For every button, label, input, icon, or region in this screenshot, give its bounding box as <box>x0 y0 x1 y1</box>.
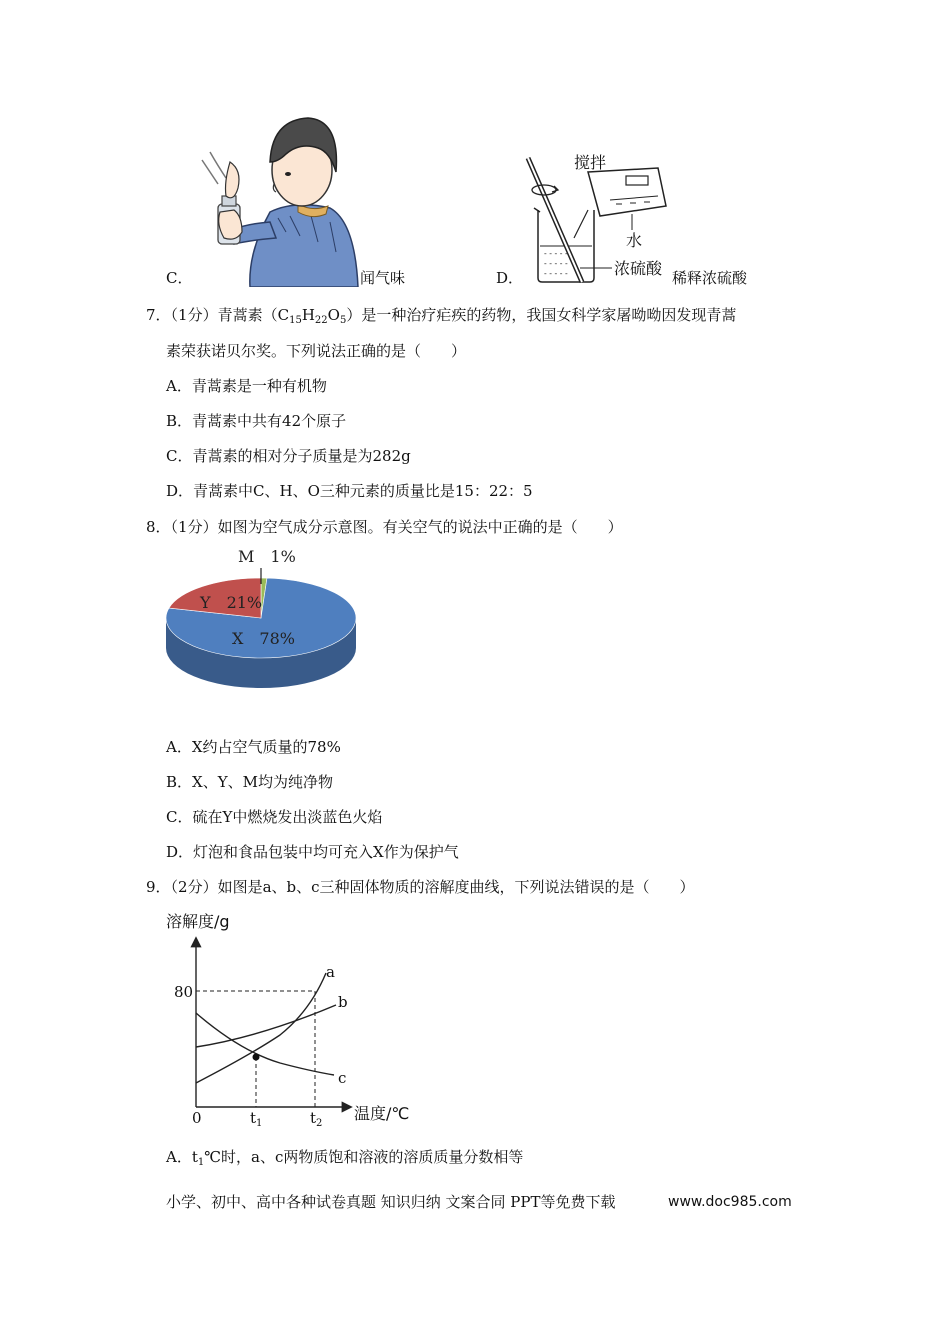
x-axis-label: 温度/℃ <box>354 1104 410 1123</box>
q8-stem: 8．（1分）如图为空气成分示意图。有关空气的说法中正确的是（ ） <box>146 518 623 536</box>
q8-number: 8． <box>146 518 171 536</box>
q9-number: 9． <box>146 878 171 896</box>
q7-option-c: C．青蒿素的相对分子质量是为282g <box>166 447 411 465</box>
pie-label-m: M 1% <box>238 547 296 566</box>
origin-label: 0 <box>192 1109 202 1127</box>
x-tick-t2: $t_2$ <box>310 1109 323 1129</box>
q6-option-d-letter: D． <box>496 269 524 287</box>
svg-text:- - - - -: - - - - - <box>544 249 568 258</box>
series-label-a: a <box>326 963 335 981</box>
q7-option-d: D．青蒿素中C、H、O三种元素的质量比是15：22：5 <box>166 482 533 500</box>
dilution-diagram <box>518 150 673 290</box>
q9-option-a: A．$t_1℃$时，a、c两物质饱和溶液的溶质质量分数相等 <box>166 1148 524 1168</box>
air-composition-pie-chart <box>160 540 370 700</box>
q8-option-a: A．X约占空气质量的78% <box>166 738 341 756</box>
q7-number: 7． <box>146 306 171 324</box>
series-label-c: c <box>338 1069 347 1087</box>
q8-score: （1分） <box>170 518 218 536</box>
label-acid: 浓硫酸 <box>614 259 663 278</box>
label-water: 水 <box>626 231 643 250</box>
series-label-b: b <box>338 993 348 1011</box>
pie-label-x: X 78% <box>232 629 295 648</box>
q9-stem: 9．（2分）如图是a、b、c三种固体物质的溶解度曲线，下列说法错误的是（ ） <box>146 878 695 896</box>
q9-score: （2分） <box>170 878 218 896</box>
q8-option-c: C．硫在Y中燃烧发出淡蓝色火焰 <box>166 808 383 826</box>
q6-option-c-letter: C． <box>166 269 193 287</box>
q6-option-c-caption: 闻气味 <box>360 269 406 287</box>
q8-option-d: D．灯泡和食品包装中均可充入X作为保护气 <box>166 843 459 861</box>
q7-stem-line1: 7．（1分）青蒿素$(C_{15}H_{22}O_5)$是一种治疗疟疾的药物，我国女科学家屠呦呦因发现青蒿 <box>146 306 737 326</box>
y-tick-80: 80 <box>174 983 194 1001</box>
x-tick-t1: $t_1$ <box>250 1109 263 1129</box>
intersection-point <box>253 1054 260 1061</box>
y-axis-label: 溶解度/g <box>166 912 230 931</box>
solubility-curve-chart <box>160 905 430 1130</box>
q7-score: （1分） <box>170 306 218 324</box>
footer-text: 小学、初中、高中各种试卷真题 知识归纳 文案合同 PPT等免费下载 <box>166 1193 616 1211</box>
pie-label-y: Y 21% <box>200 593 263 612</box>
boy-smelling-illustration <box>190 112 360 287</box>
q6-option-d-caption: 稀释浓硫酸 <box>672 269 748 287</box>
svg-text:- - - - -: - - - - - <box>544 269 568 278</box>
q8-option-b: B．X、Y、M均为纯净物 <box>166 773 333 791</box>
footer-url[interactable]: www.doc985.com <box>668 1194 792 1210</box>
q7-option-b: B．青蒿素中共有42个原子 <box>166 412 347 430</box>
svg-text:- - - - -: - - - - - <box>544 259 568 268</box>
label-stir: 搅拌 <box>574 153 607 172</box>
q7-option-a: A．青蒿素是一种有机物 <box>166 377 327 395</box>
q7-stem-line2: 素荣获诺贝尔奖。下列说法正确的是（ ） <box>166 342 467 360</box>
